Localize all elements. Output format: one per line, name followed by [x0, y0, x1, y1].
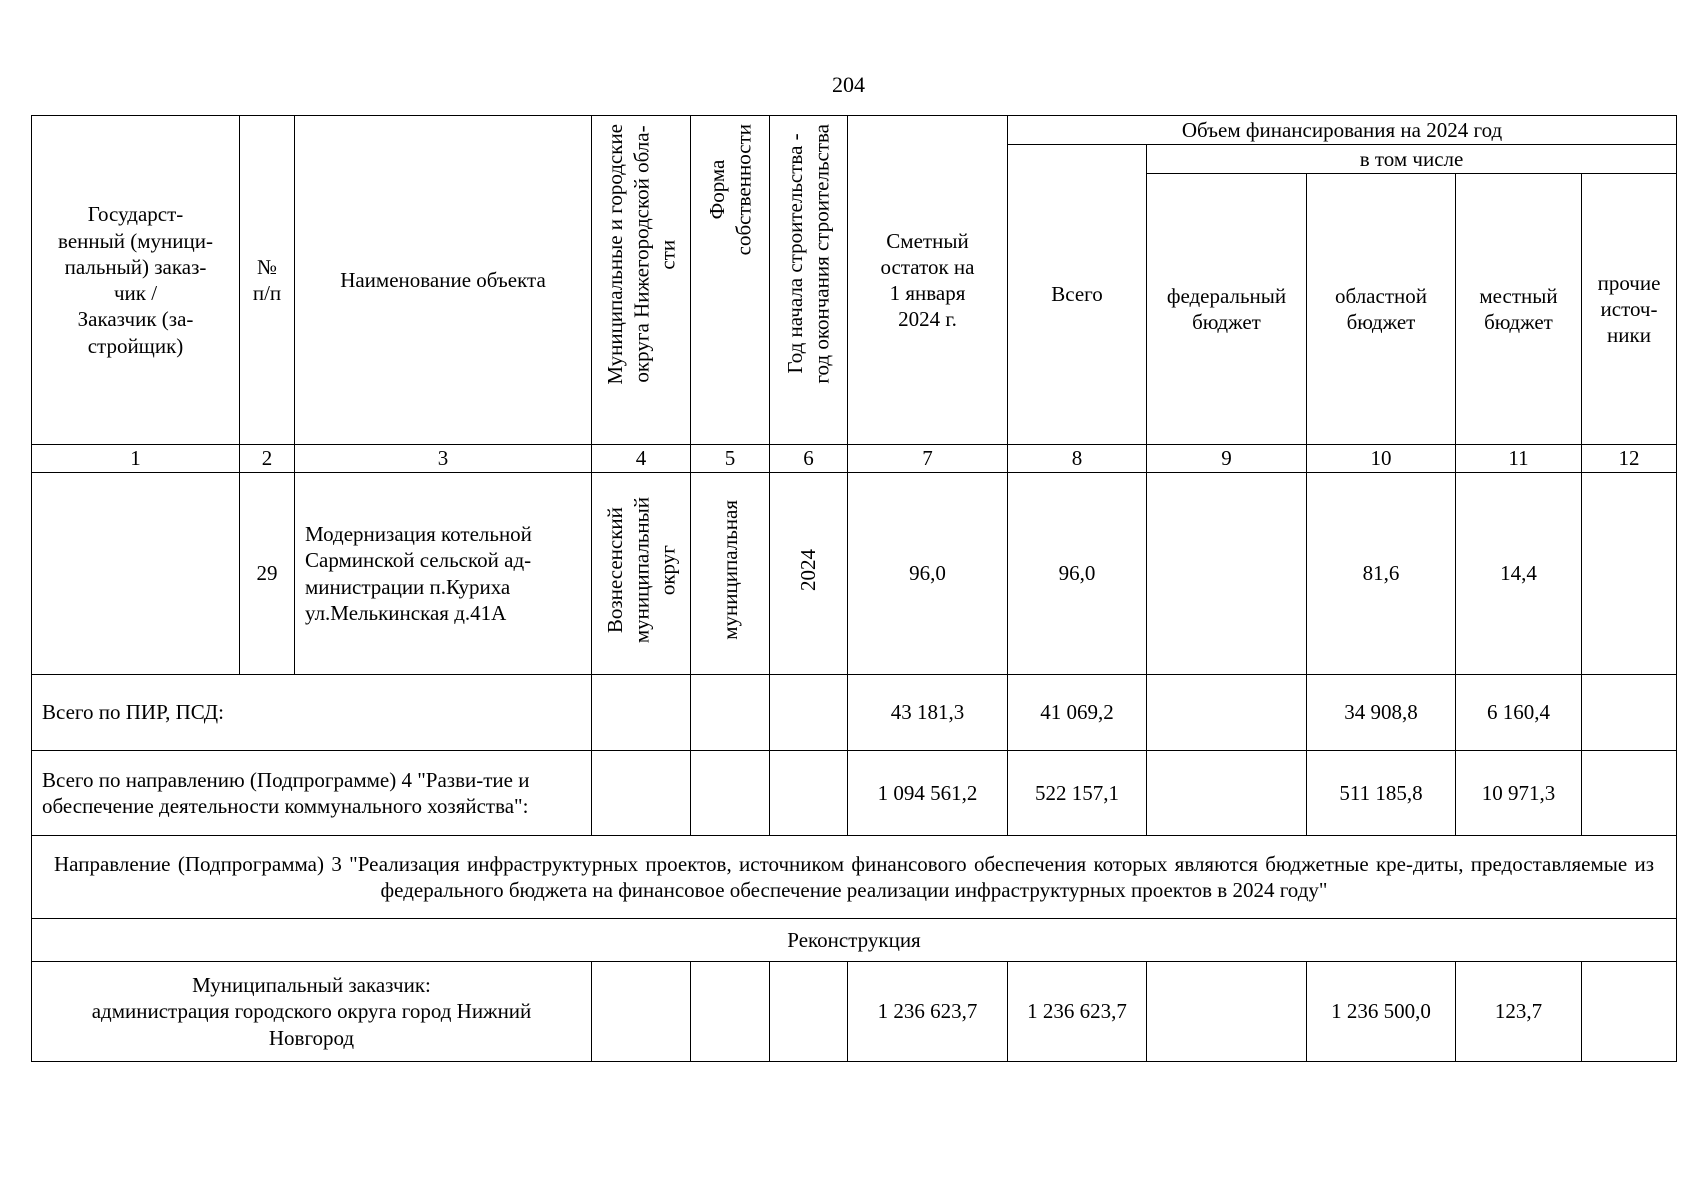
municipal-customer-row — [32, 962, 1677, 1062]
row-other — [1582, 473, 1677, 675]
funding-table — [31, 115, 1677, 1062]
header-customer: Государст- венный (муници- пальный) заказ- чик / Заказчик (за- стройщик) — [32, 116, 240, 445]
header-years-cell — [770, 116, 848, 445]
row-ownership: муниципальная — [717, 500, 742, 641]
direction-3-row — [32, 836, 1677, 919]
empty-cell — [770, 675, 848, 751]
reconstruction-heading: Реконструкция — [32, 919, 1677, 962]
column-number: 1 — [32, 445, 240, 473]
column-number: 5 — [691, 445, 770, 473]
total-pir-label: Всего по ПИР, ПСД: — [32, 675, 592, 751]
row-municipality-cell — [592, 473, 691, 675]
empty-cell — [691, 751, 770, 836]
header-years: Год начала строительства - год окончания строительства — [783, 124, 834, 384]
municipal-customer-other — [1582, 962, 1677, 1062]
column-number: 3 — [295, 445, 592, 473]
column-number: 6 — [770, 445, 848, 473]
total-pir-estimate: 43 181,3 — [848, 675, 1008, 751]
row-years: 2024 — [796, 549, 821, 592]
header-municipality-cell — [592, 116, 691, 445]
column-number: 8 — [1008, 445, 1147, 473]
municipal-customer-regional: 1 236 500,0 — [1307, 962, 1456, 1062]
column-number: 12 — [1582, 445, 1677, 473]
header-municipality: Муниципальные и городские округа Нижегородской обла- сти — [602, 124, 680, 385]
header-ownership-cell — [691, 116, 770, 445]
header-estimate: Сметный остаток на 1 января 2024 г. — [848, 116, 1008, 445]
total-pir-other — [1582, 675, 1677, 751]
column-number: 7 — [848, 445, 1008, 473]
total-pir-regional: 34 908,8 — [1307, 675, 1456, 751]
total-direction-federal — [1147, 751, 1307, 836]
row-municipality: Вознесенский муниципальный округ — [602, 497, 680, 644]
header-object-name: Наименование объекта — [295, 116, 592, 445]
total-direction-local: 10 971,3 — [1456, 751, 1582, 836]
empty-cell — [770, 751, 848, 836]
row-ownership-cell — [691, 473, 770, 675]
empty-cell — [691, 962, 770, 1062]
column-number: 10 — [1307, 445, 1456, 473]
empty-cell — [592, 675, 691, 751]
municipal-customer-local: 123,7 — [1456, 962, 1582, 1062]
row-years-cell — [770, 473, 848, 675]
total-direction-row — [32, 751, 1677, 836]
header-federal: федеральный бюджет — [1147, 174, 1307, 445]
page-number: 204 — [832, 72, 865, 97]
column-numbers-row — [32, 445, 1677, 473]
municipal-customer-total: 1 236 623,7 — [1008, 962, 1147, 1062]
header-funding-group: Объем финансирования на 2024 год — [1008, 116, 1677, 145]
total-direction-estimate: 1 094 561,2 — [848, 751, 1008, 836]
column-number: 9 — [1147, 445, 1307, 473]
municipal-customer-federal — [1147, 962, 1307, 1062]
row-estimate: 96,0 — [848, 473, 1008, 675]
row-total: 96,0 — [1008, 473, 1147, 675]
column-number: 4 — [592, 445, 691, 473]
empty-cell — [770, 962, 848, 1062]
total-pir-local: 6 160,4 — [1456, 675, 1582, 751]
row-number: 29 — [240, 473, 295, 675]
header-row-1 — [32, 116, 1677, 145]
row-customer — [32, 473, 240, 675]
header-local: местный бюджет — [1456, 174, 1582, 445]
header-other: прочие источ- ники — [1582, 174, 1677, 445]
row-local: 14,4 — [1456, 473, 1582, 675]
column-number: 2 — [240, 445, 295, 473]
row-federal — [1147, 473, 1307, 675]
total-direction-total: 522 157,1 — [1008, 751, 1147, 836]
header-number: № п/п — [240, 116, 295, 445]
total-pir-federal — [1147, 675, 1307, 751]
header-total: Всего — [1008, 145, 1147, 445]
municipal-customer-estimate: 1 236 623,7 — [848, 962, 1008, 1062]
total-direction-regional: 511 185,8 — [1307, 751, 1456, 836]
total-direction-other — [1582, 751, 1677, 836]
column-number: 11 — [1456, 445, 1582, 473]
empty-cell — [592, 962, 691, 1062]
total-pir-total: 41 069,2 — [1008, 675, 1147, 751]
total-direction-label: Всего по направлению (Подпрограмме) 4 "Разви-тие и обеспечение деятельности коммунального хозяйства": — [32, 751, 592, 836]
empty-cell — [592, 751, 691, 836]
header-including: в том числе — [1147, 145, 1677, 174]
header-ownership: Форма собственности — [704, 124, 755, 256]
row-regional: 81,6 — [1307, 473, 1456, 675]
table-row-29 — [32, 473, 1677, 675]
reconstruction-row — [32, 919, 1677, 962]
municipal-customer-label: Муниципальный заказчик: администрация городского округа город Нижний Новгород — [32, 962, 592, 1062]
header-regional: областной бюджет — [1307, 174, 1456, 445]
empty-cell — [691, 675, 770, 751]
row-object-name: Модернизация котельной Сарминской сельской ад-министрации п.Куриха ул.Мелькинская д.41А — [295, 473, 592, 675]
direction-3-heading: Направление (Подпрограмма) 3 "Реализация инфраструктурных проектов, источником финансового обеспечения которых являются бюджетные кре-диты, предоставляемые из федерального бюджета на финансовое обеспечение реализации инфраструктурных проектов в 2024 году" — [32, 836, 1677, 919]
total-pir-row — [32, 675, 1677, 751]
